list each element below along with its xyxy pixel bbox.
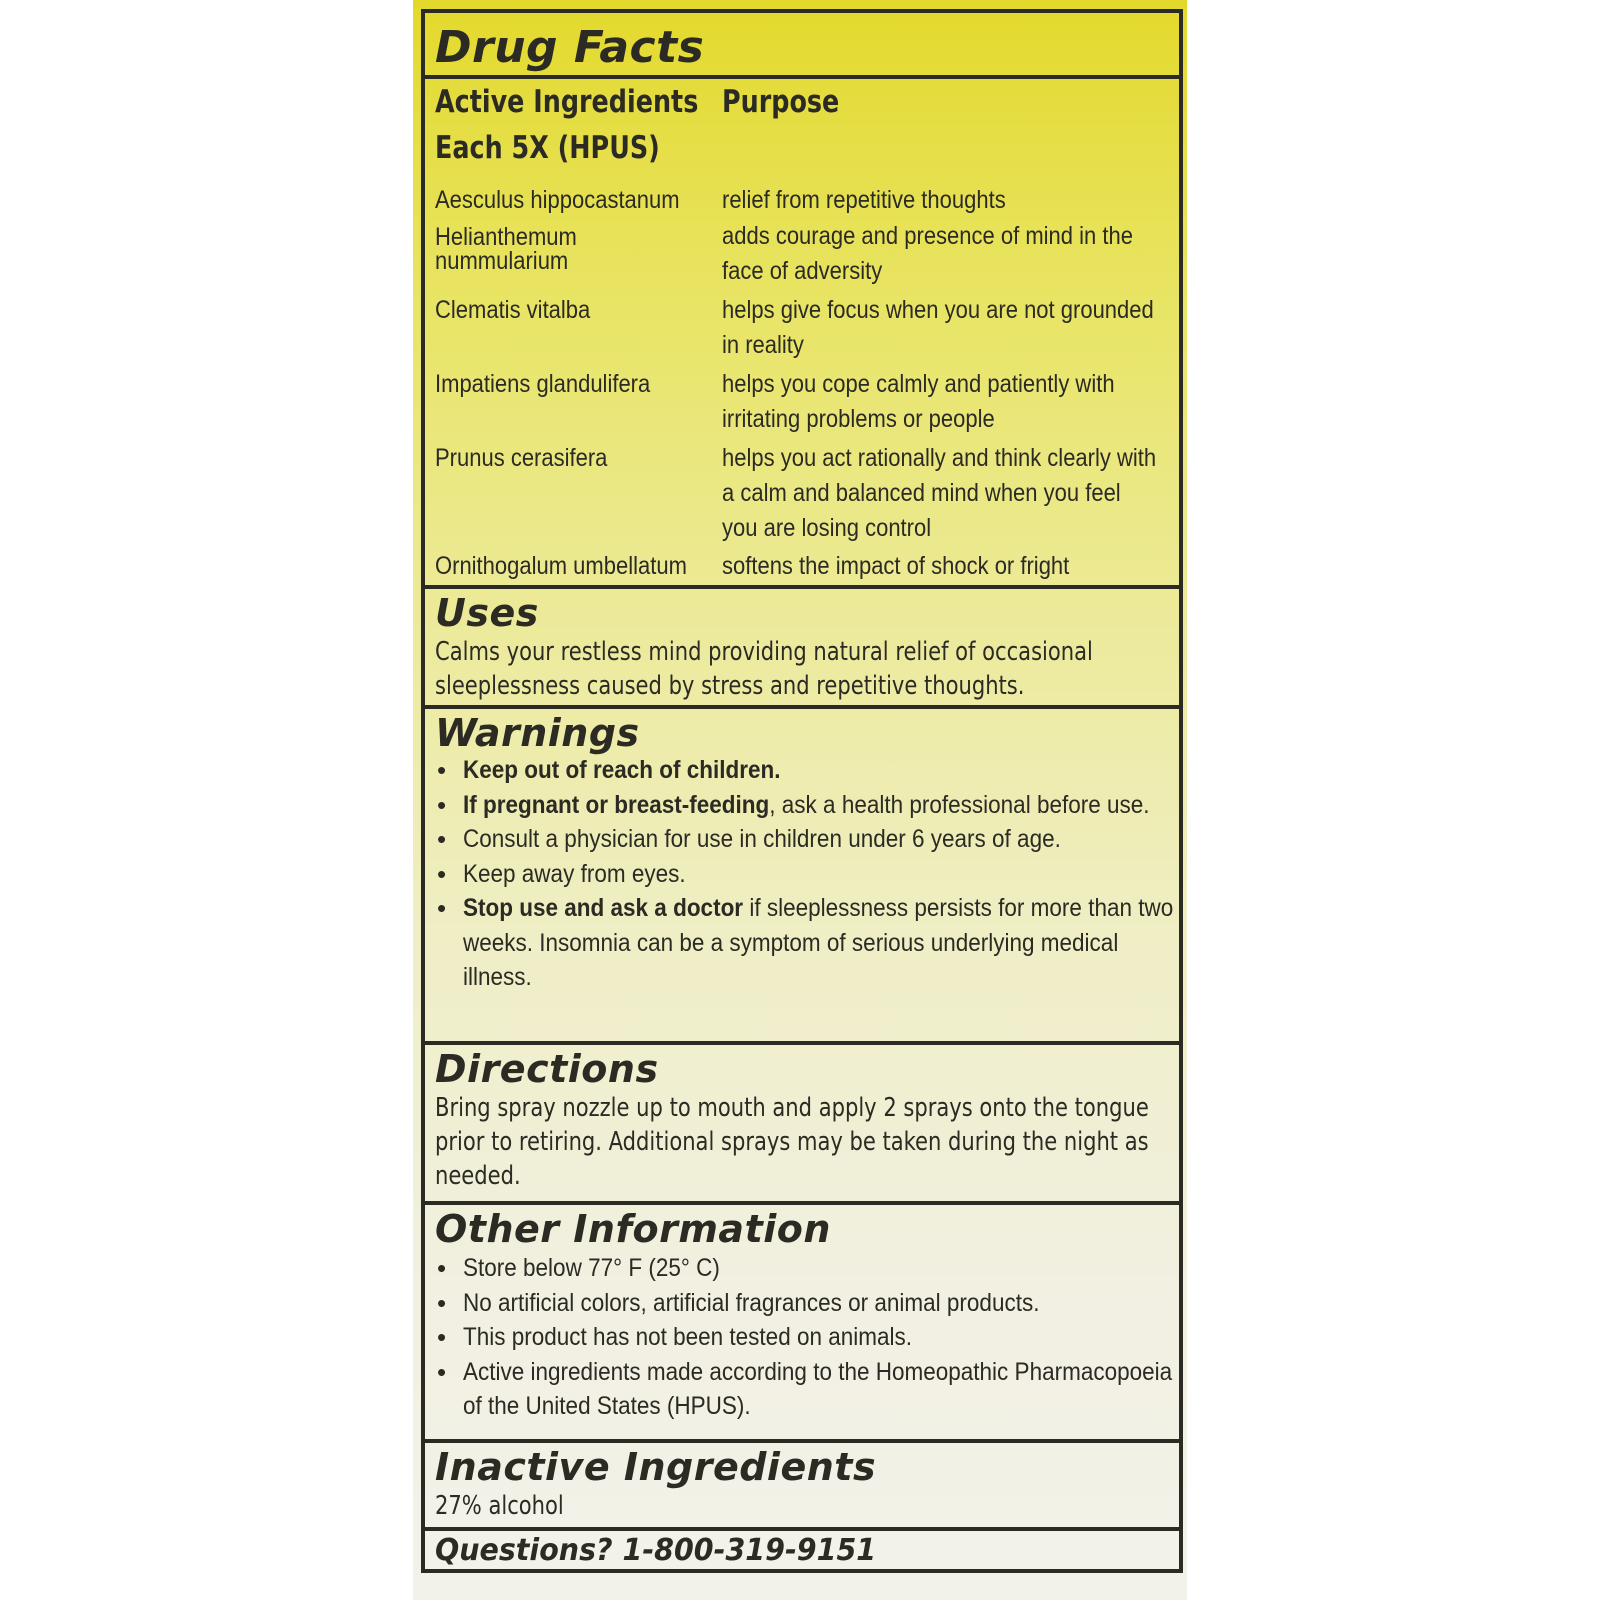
uses-heading: Uses	[435, 591, 539, 635]
ingredient-name: Clematis vitalba	[435, 296, 591, 324]
warnings-section	[425, 705, 1179, 1041]
other-information-item: • No artificial colors, artificial fragrances or animal products.	[435, 1286, 1179, 1321]
questions-phone: Questions? 1-800-319-9151	[435, 1533, 877, 1568]
warnings-list	[435, 753, 1179, 995]
other-information-item: • Store below 77° F (25° C)	[435, 1251, 1179, 1286]
ingredient-purpose: relief from repetitive thoughts	[722, 186, 1006, 214]
other-information-heading: Other Information	[435, 1207, 831, 1251]
directions-text	[435, 1091, 1171, 1193]
warning-bold: Keep out of reach of children.	[463, 756, 781, 784]
warning-item: • Keep away from eyes.	[437, 858, 686, 889]
active-ingredients-subheading: Each 5X (HPUS)	[435, 130, 660, 166]
ingredient-purpose: softens the impact of shock or fright	[722, 552, 1070, 580]
warning-bold: Stop use and ask a doctor	[463, 894, 744, 922]
ingredient-purpose: adds courage and presence of mind in the face of adversity	[722, 222, 1133, 285]
uses-text	[435, 635, 1171, 703]
ingredient-purpose: helps you act rationally and think clearly with a calm and balanced mind when you feel you are losing control	[722, 444, 1157, 542]
other-information-list	[435, 1251, 1179, 1424]
directions-heading: Directions	[435, 1047, 659, 1091]
ingredient-name: Ornithogalum umbellatum	[435, 552, 687, 580]
inactive-ingredients-heading: Inactive Ingredients	[435, 1445, 877, 1489]
warning-item: • Consult a physician for use in children under 6 years of age.	[437, 824, 1061, 854]
drug-facts-panel	[421, 9, 1183, 1573]
directions-body: Bring spray nozzle up to mouth and apply 2 sprays onto the tongue prior to retiring. Additional sprays may be taken during the night as needed.	[435, 1093, 1149, 1191]
warning-text: if sleeplessness persists for more than two weeks. Insomnia can be a symptom of serious underlying medical illness.	[463, 894, 1174, 991]
other-information-text: This product has not been tested on animals.	[463, 1323, 913, 1351]
ingredient-purpose: helps you cope calmly and patiently with irritating problems or people	[722, 370, 1115, 433]
active-ingredients-section	[425, 75, 1179, 595]
inactive-ingredients-text	[435, 1489, 1171, 1523]
other-information-text: Active ingredients made according to the Homeopathic Pharmacopoeia of the United States (HPUS).	[463, 1357, 1173, 1420]
warning-bold: If pregnant or breast-feeding	[463, 790, 770, 819]
warning-text: , ask a health professional before use.	[769, 790, 1150, 819]
questions-section	[425, 1527, 1179, 1569]
purpose-heading: Purpose	[722, 84, 840, 120]
inactive-ingredients-section	[425, 1439, 1179, 1529]
warning-item: • If pregnant or breast-feeding, ask a health professional before use.	[437, 789, 1150, 820]
ingredient-purpose: helps give focus when you are not grounded in reality	[722, 296, 1154, 359]
other-information-item: • This product has not been tested on animals.	[435, 1320, 1179, 1355]
other-information-text: No artificial colors, artificial fragrances or animal products.	[463, 1288, 1040, 1317]
ingredient-name: Aesculus hippocastanum	[435, 186, 680, 214]
ingredient-name: Prunus cerasifera	[435, 444, 608, 472]
warning-text: Keep away from eyes.	[463, 859, 686, 888]
warning-item: • Stop use and ask a doctor if sleeplessness persists for more than two weeks. Insomnia can be a symptom of serious underlying medical illness.	[437, 893, 1174, 991]
ingredient-name: Impatiens glandulifera	[435, 370, 651, 398]
inactive-ingredients-body: 27% alcohol	[435, 1491, 564, 1521]
warning-item: • Keep out of reach of children.	[437, 755, 781, 785]
other-information-section	[425, 1201, 1179, 1439]
other-information-item: • Active ingredients made according to the Homeopathic Pharmacopoeia of the United States (HPUS).	[435, 1355, 1179, 1424]
uses-body: Calms your restless mind providing natural relief of occasional sleeplessness caused by stress and repetitive thoughts.	[435, 637, 1093, 701]
warning-text: Consult a physician for use in children under 6 years of age.	[463, 825, 1061, 853]
directions-section	[425, 1041, 1179, 1201]
other-information-text: Store below 77° F (25° C)	[463, 1254, 720, 1282]
drug-facts-title: Drug Facts	[435, 22, 705, 73]
active-ingredients-heading: Active Ingredients	[435, 84, 699, 120]
warnings-heading: Warnings	[435, 711, 640, 755]
uses-section	[425, 585, 1179, 707]
ingredient-name: Helianthemum nummularium	[435, 223, 577, 275]
